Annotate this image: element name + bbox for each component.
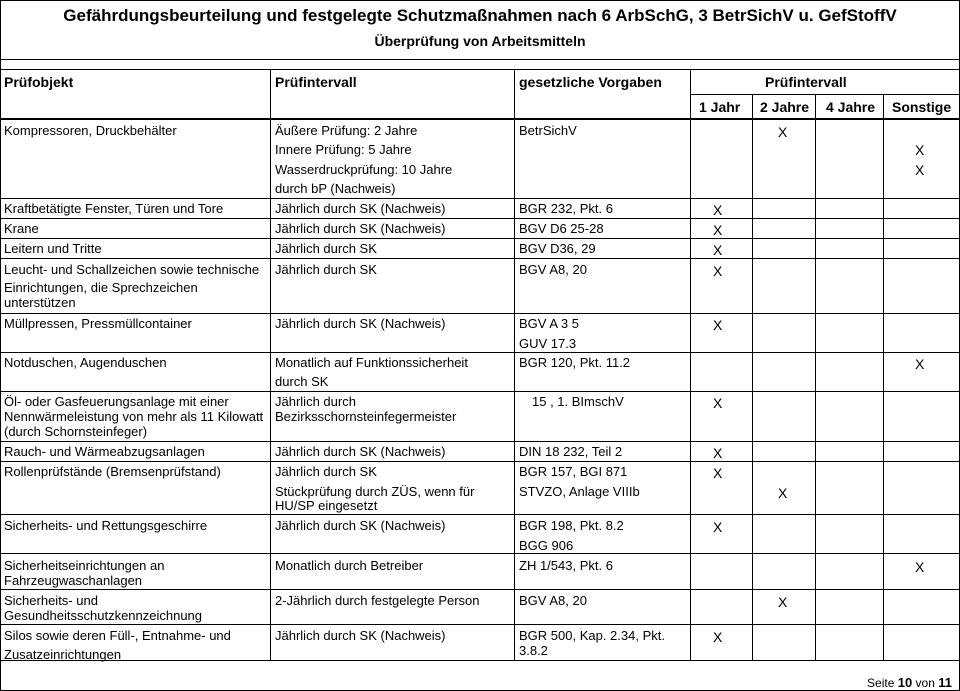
page-counter-sep: von bbox=[915, 676, 935, 690]
r8-object-1: Öl- oder Gasfeuerungsanlage mit einer bbox=[4, 394, 229, 409]
r6-mark-1-year: X bbox=[713, 317, 723, 333]
r4-mark-1-year: X bbox=[713, 242, 723, 258]
r13-interval: 2-Jährlich durch festgelegte Person bbox=[275, 593, 480, 608]
row-divider-13 bbox=[0, 624, 960, 625]
r2-interval: Jährlich durch SK (Nachweis) bbox=[275, 201, 446, 216]
r6-rule-2: GUV 17.3 bbox=[519, 336, 577, 351]
r11-mark-1-year: X bbox=[713, 519, 723, 535]
page-counter-prefix: Seite bbox=[867, 676, 895, 690]
col-divider-5 bbox=[815, 94, 816, 661]
r12-object-1: Sicherheitseinrichtungen an bbox=[4, 558, 165, 573]
r5-rule: BGV A8, 20 bbox=[519, 262, 587, 277]
page-total: 11 bbox=[938, 675, 952, 690]
r3-interval: Jährlich durch SK (Nachweis) bbox=[275, 221, 446, 236]
r13-rule: BGV A8, 20 bbox=[519, 593, 587, 608]
r1-object: Kompressoren, Druckbehälter bbox=[4, 123, 177, 138]
header-bottom-border bbox=[0, 118, 960, 120]
r6-object: Müllpressen, Pressmüllcontainer bbox=[4, 316, 192, 331]
r4-rule: BGV D36, 29 bbox=[519, 241, 596, 256]
col-divider-2 bbox=[514, 69, 515, 661]
r1-mark-other-a: X bbox=[915, 142, 925, 158]
col-header-object: Prüfobjekt bbox=[4, 74, 74, 90]
r3-object: Krane bbox=[4, 221, 39, 236]
r10-interval-3: HU/SP eingesetzt bbox=[275, 498, 378, 513]
r8-interval-1: Jährlich durch bbox=[275, 394, 356, 409]
r10-interval-2: Stückprüfung durch ZÜS, wenn für bbox=[275, 484, 475, 499]
page-counter bbox=[867, 676, 952, 690]
interval-group-divider bbox=[690, 94, 960, 95]
r7-interval-1: Monatlich auf Funktionssicherheit bbox=[275, 355, 468, 370]
r5-interval: Jährlich durch SK bbox=[275, 262, 377, 277]
row-divider-6 bbox=[0, 352, 960, 353]
row-divider-5 bbox=[0, 313, 960, 314]
r2-mark-1-year: X bbox=[713, 202, 723, 218]
r1-rule: BetrSichV bbox=[519, 123, 577, 138]
r9-rule: DIN 18 232, Teil 2 bbox=[519, 444, 623, 459]
r8-interval-2: Bezirksschornsteinfegermeister bbox=[275, 409, 457, 424]
r13-mark-2-years: X bbox=[778, 594, 788, 610]
row-divider-1 bbox=[0, 198, 960, 199]
r8-rule: 15 , 1. BImschV bbox=[532, 394, 624, 409]
r12-interval: Monatlich durch Betreiber bbox=[275, 558, 424, 573]
r6-interval: Jährlich durch SK (Nachweis) bbox=[275, 316, 446, 331]
col-header-interval-group: Prüfintervall bbox=[765, 74, 847, 90]
col-header-other: Sonstige bbox=[892, 99, 952, 115]
r1-mark-other-b: X bbox=[915, 162, 925, 178]
table-bottom-border bbox=[0, 660, 960, 661]
col-divider-4 bbox=[752, 94, 753, 661]
r1-interval-4: durch bP (Nachweis) bbox=[275, 181, 396, 196]
r5-object-2: Einrichtungen, die Sprechzeichen bbox=[4, 280, 198, 295]
r7-interval-2: durch SK bbox=[275, 374, 329, 389]
r10-rule-2: STVZO, Anlage VIIIb bbox=[519, 484, 640, 499]
r14-object-1: Silos sowie deren Füll-, Entnahme- und bbox=[4, 628, 231, 643]
r14-object-2: Zusatzeinrichtungen bbox=[4, 647, 122, 662]
r11-rule-2: BGG 906 bbox=[519, 538, 574, 553]
col-header-1-year: 1 Jahr bbox=[699, 99, 741, 115]
col-header-interval: Prüfintervall bbox=[275, 74, 357, 90]
r1-interval-3: Wasserdruckprüfung: 10 Jahre bbox=[275, 162, 453, 177]
r1-mark-2-years: X bbox=[778, 124, 788, 140]
r12-rule: ZH 1/543, Pkt. 6 bbox=[519, 558, 613, 573]
r4-object: Leitern und Tritte bbox=[4, 241, 102, 256]
r5-object-1: Leucht- und Schallzeichen sowie technische bbox=[4, 262, 260, 277]
row-divider-11 bbox=[0, 553, 960, 554]
r5-mark-1-year: X bbox=[713, 263, 723, 279]
r4-interval: Jährlich durch SK bbox=[275, 241, 377, 256]
r9-mark-1-year: X bbox=[713, 445, 723, 461]
r6-rule-1: BGV A 3 5 bbox=[519, 316, 579, 331]
r11-rule-1: BGR 198, Pkt. 8.2 bbox=[519, 518, 624, 533]
r14-mark-1-year: X bbox=[713, 629, 723, 645]
r5-object-3: unterstützen bbox=[4, 295, 76, 310]
r11-interval: Jährlich durch SK (Nachweis) bbox=[275, 518, 446, 533]
r10-mark-2-years: X bbox=[778, 485, 788, 501]
col-header-2-years: 2 Jahre bbox=[760, 99, 810, 115]
r14-rule-2: 3.8.2 bbox=[519, 643, 548, 658]
r8-object-2: Nennwärmeleistung von mehr als 11 Kilowatt bbox=[4, 409, 264, 424]
r11-object: Sicherheits- und Rettungsgeschirre bbox=[4, 518, 208, 533]
r2-rule: BGR 232, Pkt. 6 bbox=[519, 201, 613, 216]
col-header-4-years: 4 Jahre bbox=[826, 99, 876, 115]
r10-object: Rollenprüfstände (Bremsenprüfstand) bbox=[4, 464, 221, 479]
r14-rule-1: BGR 500, Kap. 2.34, Pkt. bbox=[519, 628, 665, 643]
document-title: Gefährdungsbeurteilung und festgelegte Schutzmaßnahmen nach 6 ArbSchG, 3 BetrSichV u. GefStoffV bbox=[63, 6, 897, 25]
row-divider-4 bbox=[0, 258, 960, 259]
r7-mark-other: X bbox=[915, 356, 925, 372]
r2-object: Kraftbetätigte Fenster, Türen und Tore bbox=[4, 201, 224, 216]
r14-interval: Jährlich durch SK (Nachweis) bbox=[275, 628, 446, 643]
r7-rule: BGR 120, Pkt. 11.2 bbox=[519, 355, 631, 370]
r10-rule-1: BGR 157, BGI 871 bbox=[519, 464, 628, 479]
r12-mark-other: X bbox=[915, 559, 925, 575]
row-divider-10 bbox=[0, 514, 960, 515]
row-divider-2 bbox=[0, 218, 960, 219]
col-divider-6 bbox=[883, 94, 884, 661]
r13-object-2: Gesundheitsschutzkennzeichnung bbox=[4, 608, 203, 623]
r13-object-1: Sicherheits- und bbox=[4, 593, 98, 608]
col-divider-1 bbox=[270, 69, 271, 661]
row-divider-8 bbox=[0, 441, 960, 442]
r10-mark-1-year: X bbox=[713, 465, 723, 481]
r9-object: Rauch- und Wärmeabzugsanlagen bbox=[4, 444, 205, 459]
r12-object-2: Fahrzeugwaschanlagen bbox=[4, 573, 143, 588]
r7-object: Notduschen, Augenduschen bbox=[4, 355, 167, 370]
page-number: 10 bbox=[897, 675, 913, 690]
r8-mark-1-year: X bbox=[713, 395, 723, 411]
r3-rule: BGV D6 25-28 bbox=[519, 221, 604, 236]
col-divider-3 bbox=[690, 69, 691, 661]
title-divider bbox=[0, 59, 960, 60]
row-divider-9 bbox=[0, 461, 960, 462]
row-divider-12 bbox=[0, 589, 960, 590]
r9-interval: Jährlich durch SK (Nachweis) bbox=[275, 444, 446, 459]
r3-mark-1-year: X bbox=[713, 222, 723, 238]
r1-interval-2: Innere Prüfung: 5 Jahre bbox=[275, 142, 412, 157]
row-divider-3 bbox=[0, 238, 960, 239]
r8-object-3: (durch Schornsteinfeger) bbox=[4, 424, 148, 439]
r1-interval-1: Äußere Prüfung: 2 Jahre bbox=[275, 123, 418, 138]
document-subtitle: Überprüfung von Arbeitsmitteln bbox=[374, 33, 586, 49]
table-top-border bbox=[0, 69, 960, 70]
r10-interval-1: Jährlich durch SK bbox=[275, 464, 377, 479]
col-header-rules: gesetzliche Vorgaben bbox=[519, 74, 662, 90]
row-divider-7 bbox=[0, 391, 960, 392]
